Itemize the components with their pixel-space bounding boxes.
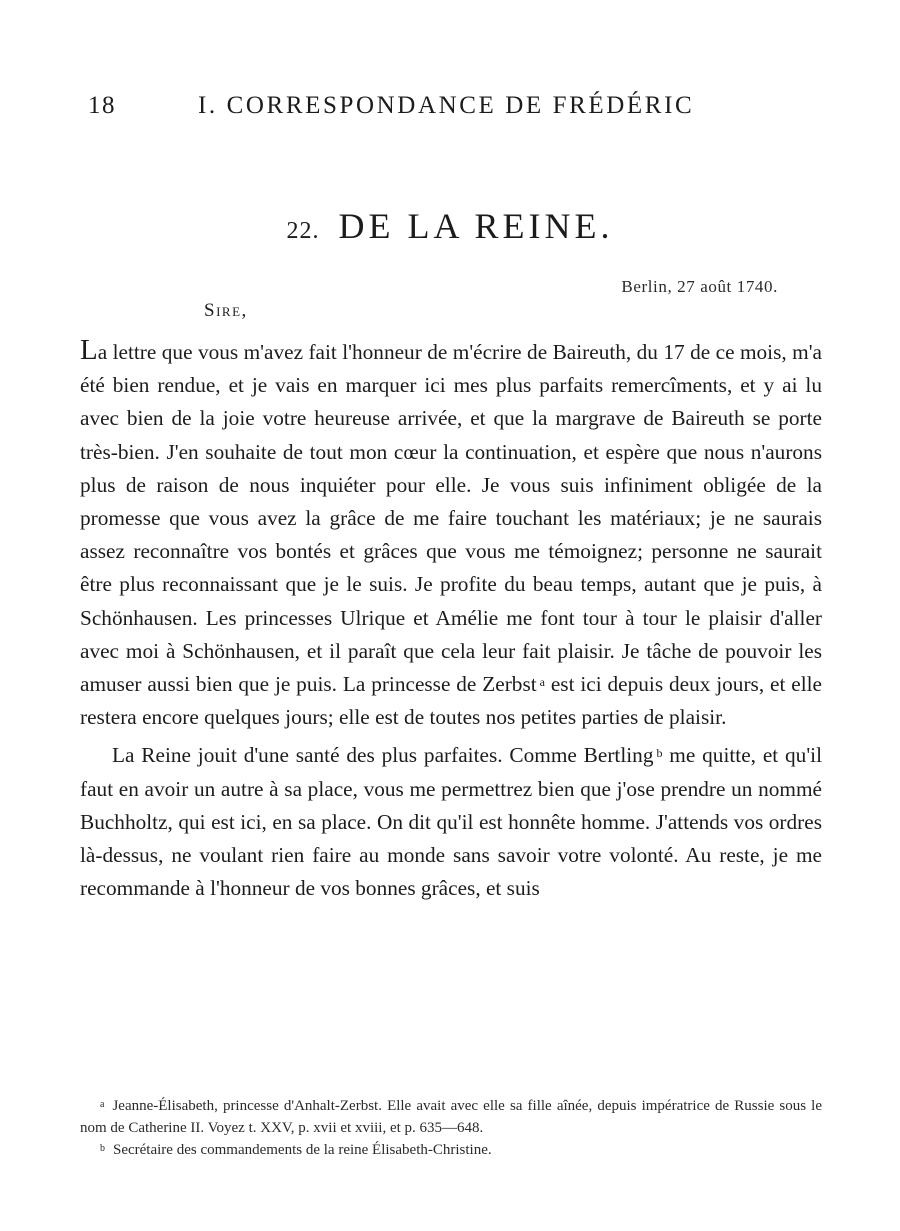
footnotes [80,1095,822,1161]
page-number: 18 [88,92,116,119]
paragraph-1-text-end: est ici depuis deux jours, et elle restera encore quelques jours; elle est de toutes nos petites parties de plaisir. [80,672,822,730]
letter-body [80,336,822,905]
footnote-text: Secrétaire des commandements de la reine Élisabeth-Christine. [113,1142,492,1158]
paragraph-2-text-end: me quitte, et qu'il faut en avoir un autre à sa place, vous me permettrez bien que j'ose prendre un nommé Buchholtz, qui est ici, en sa place. On dit qu'il est honnête homme. J'attends vos ordres là-dessus, ne voulant rien faire au monde sans savoir votre volonté. Au reste, je me recommande à l'honneur de vos bonnes grâces, et suis [80,743,822,901]
footnote-ref-b: b [656,746,663,761]
running-head-title: I. CORRESPONDANCE DE FRÉDÉRIC [198,92,695,119]
drop-cap-initial: L [80,334,98,366]
footnote-marker: b [100,1143,105,1154]
running-head [88,92,828,132]
letter-title: DE LA REINE. [338,206,614,246]
dateline: Berlin, 27 août 1740. [621,277,778,296]
paragraph-1-text: a lettre que vous m'avez fait l'honneur de m'écrire de Baireuth, du 17 de ce mois, m'a été bien rendue, et je vais en marquer ici mes plus parfaits remercîments, et y ai lu avec bien de la joie votre heureuse arrivée, et que la margrave de Baireuth se porte très-bien. J'en souhaite de tout mon cœur la continuation, et espère que nous n'aurons plus de raison de nous inquiéter pour elle. Je vous suis infiniment obligée de la promesse que vous avez la grâce de me faire touchant les matériaux; je ne saurais assez reconnaître vos bontés et grâces que vous me témoignez; personne ne saurait être plus reconnaissant que je le suis. Je profite du beau temps, autant que je puis, à Schönhausen. Les princesses Ulrique et Amélie me font tour à tour le plaisir d'aller avec moi à Schönhausen, et il paraît que cela leur fait plaisir. Je tâche de pouvoir les amuser aussi bien que je puis. La princesse de Zerbst [80,340,822,697]
footnote-b [80,1139,822,1161]
paragraph-2-text: La Reine jouit d'une santé des plus parfaites. Comme Bertling [112,743,654,768]
salutation: Sire, [204,300,248,321]
footnote-marker: a [100,1099,105,1110]
footnote-text: Jeanne-Élisabeth, princesse d'Anhalt-Zerbst. Elle avait avec elle sa fille aînée, depuis impératrice de Russie sous le nom de Catherine II. Voyez t. XXV, p. xvii et xviii, et p. 635—648. [80,1098,822,1136]
footnote-a [80,1095,822,1139]
letter-heading [0,205,900,247]
paragraph-2 [80,739,822,905]
paragraph-1 [80,336,822,734]
letter-number: 22. [286,218,320,244]
footnote-ref-a: a [539,675,545,690]
